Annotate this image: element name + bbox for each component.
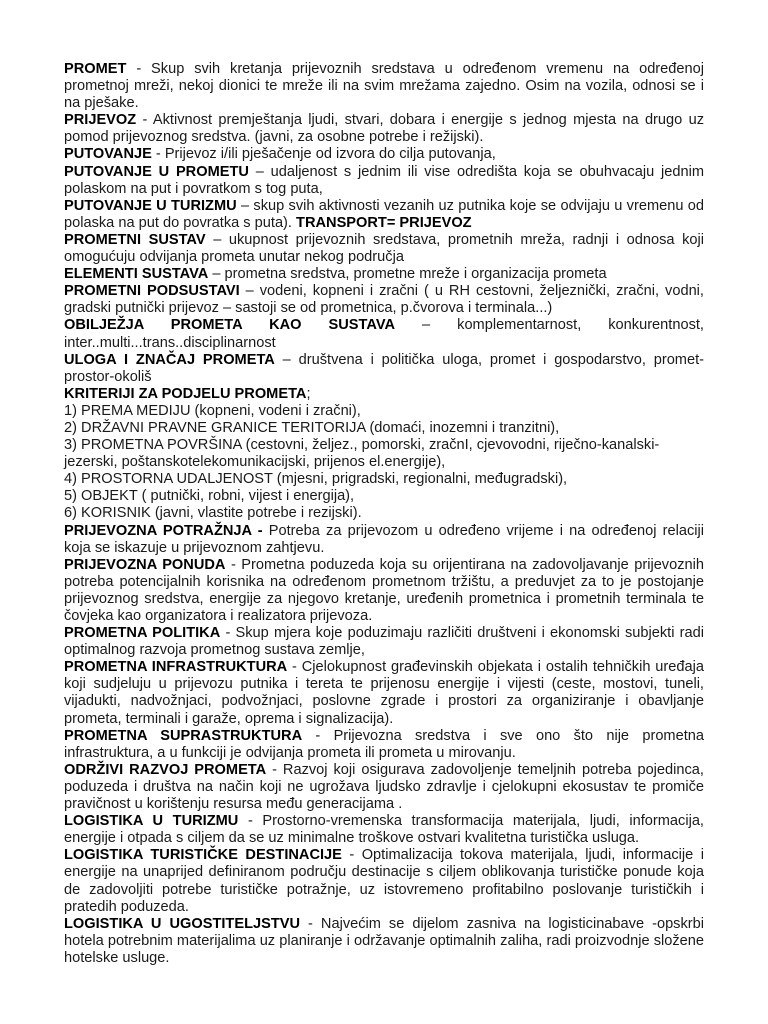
definition-text: - Prijevoz i/ili pješačenje od izvora do cilja putovanja, [151, 146, 496, 163]
definition-prijevoz [64, 112, 704, 146]
term: PRIJEVOZ [64, 112, 137, 129]
term: ULOGA I ZNAČAJ PROMETA [64, 351, 275, 368]
term: PUTOVANJE U TURIZMU [64, 197, 237, 214]
definition-text: – skup svih aktivnosti vezanih uz putnika koje se odvijaju u vremenu od polaska na put do povratka s puta). [64, 197, 704, 231]
definition-text: - Skup mjera koje poduzimaju različiti društveni i ekonomski subjekti radi optimalnog razvoja prometnog sustava zemlje, [64, 625, 705, 659]
criteria-heading-suffix: ; [306, 385, 311, 402]
term: LOGISTIKA TURISTIČKE DESTINACIJE [64, 847, 342, 864]
criteria-item: 3) PROMETNA POVRŠINA (cestovni, željez., pomorski, zračnI, cjevovodni, riječno-kanalski-jezerski, poštanskotelekomunikacijski, prijenos el.energije), [64, 437, 660, 471]
term: PROMET [64, 61, 127, 77]
term: LOGISTIKA U UGOSTITELJSTVU [64, 915, 301, 932]
definition-text: - Prostorno-vremenska transformacija materijala, ljudi, informacija, energije i otpada s ciljem da se uz minimalne troškove ostvari kvalitetna turistička usluga. [64, 813, 704, 847]
definition-text: - Prijevozna sredstva i sve ono što nije prometna infrastruktura, a u funkciji je odvijanja prometa ili prometa u mirovanju. [64, 727, 704, 761]
definition-prometni-podsustavi [64, 283, 704, 317]
term: PUTOVANJE [64, 146, 152, 163]
term: PROMETNA SUPRASTRUKTURA [64, 727, 303, 744]
criteria-item: 2) DRŽAVNI PRAVNE GRANICE TERITORIJA (domaći, inozemni i tranzitni), [64, 419, 560, 436]
definition-logistika-destinacije [64, 847, 704, 915]
term: PROMETNA INFRASTRUKTURA [64, 659, 288, 676]
term: PROMETNI SUSTAV [64, 231, 206, 248]
definition-putovanje-u-prometu [64, 164, 704, 198]
definition-prometna-politika [64, 625, 704, 659]
definition-promet [64, 61, 704, 112]
term: PROMETNA POLITIKA [64, 625, 221, 642]
term: OBILJEŽJA PROMETA KAO SUSTAVA [64, 317, 396, 334]
definition-putovanje-u-turizmu [64, 198, 704, 232]
definition-prijevozna-ponuda [64, 557, 704, 625]
definition-obiljezja-prometa [64, 317, 704, 351]
definition-text: - Razvoj koji osigurava zadovoljenje temeljnih potreba pojedinca, poduzeda i društva na način koji ne ugrožava ljudsko zdravlje i cjelokupni ekosustav te promiče pravičnost u korištenju resursa među generacijama . [64, 761, 704, 813]
definition-text: – komplementarnost, konkurentnost, inter..multi...trans..disciplinarnost [64, 317, 704, 351]
definition-elementi-sustava [64, 266, 704, 283]
criteria-heading [64, 386, 704, 403]
transport-note: TRANSPORT= PRIJEVOZ [291, 214, 472, 231]
definition-text: - Skup svih kretanja prijevoznih sredstava u određenom vremenu na određenoj prometnoj mreži, nekoj dionici te mreže ili na svim mrežama zajedno. Osim na vozila, odnosi se i na pješake. [64, 61, 704, 112]
term: KRITERIJI ZA PODJELU PROMETA [64, 385, 307, 402]
term: ELEMENTI SUSTAVA [64, 266, 209, 283]
criteria-item: 5) OBJEKT ( putnički, robni, vijest i energija), [64, 488, 355, 505]
definition-putovanje [64, 146, 704, 163]
definition-prijevozna-potraznja [64, 523, 704, 557]
definition-text: Potreba za prijevozom u određeno vrijeme i na određenoj relaciji koja se iskazuje u prijevoznom zahtjevu. [64, 522, 704, 556]
definition-text: – vodeni, kopneni i zračni ( u RH cestovni, željeznički, zračni, vodni, gradski putnički prijevoz – sastoji se od prometnica, p.čvorova i terminala...) [64, 283, 704, 317]
definition-logistika-ugostiteljstvo [64, 916, 704, 967]
definition-text: - Optimalizacija tokova materijala, ljudi, informacije i energije na unaprijed definiranom području destinacije s ciljem oblikovanja turističke ponude koja de zadovoljiti potrebe turističke potražnje, uz istovremeno profitabilno poslovanje turističkih i pratedih poduzeda. [64, 847, 704, 915]
definition-text: – udaljenost s jednim ili vise odredišta koja se obuhvacaju jednim polaskom na put i povratkom s tog puta, [64, 163, 704, 197]
definition-text: – prometna sredstva, prometne mreže i organizacija prometa [208, 266, 607, 283]
definition-prometni-sustav [64, 232, 704, 266]
definition-logistika-u-turizmu [64, 813, 704, 847]
term: PUTOVANJE U PROMETU [64, 163, 249, 180]
definition-text: - Najvećim se dijelom zasniva na logisticinabave -opskrbi hotela potrebnim materijalima uz planiranje i održavanje optimalnih zaliha, radi proizvodnje složene hotelske usluge. [64, 915, 704, 966]
criteria-item: 6) KORISNIK (javni, vlastite potrebe i rezijski). [64, 505, 362, 522]
definition-odrzivi-razvoj [64, 762, 704, 813]
term: ODRŽIVI RAZVOJ PROMETA [64, 761, 267, 778]
definition-prometna-suprastruktura [64, 728, 704, 762]
definition-text: - Cjelokupnost građevinskih objekata i ostalih tehničkih uređaja koji sudjeluju u prijevozu putnika i tereta te prijenosu energije i vijesti (ceste, mostovi, tuneli, vijadukti, nadvožnjaci, podvožnjaci, poslovne zgrade i prostori za organiziranje i obavljanje prometa, terminali i garaže, oprema i signalizacija). [64, 659, 704, 727]
definition-uloga-i-znacaj [64, 352, 704, 386]
definition-text: - Prometna poduzeda koja su orijentirana na zadovoljavanje prijevoznih potreba potencijalnih korisnika na određenom prometnom tržištu, a preduvjet za to je postojanje prijevoznog sredstva, energije za njegovo kretanje, uređenih prometnica i prometnih terminala te čovjeka kao organizatora i realizatora prijevoza. [64, 556, 704, 624]
document-page [64, 61, 704, 967]
criteria-item: 4) PROSTORNA UDALJENOST (mjesni, prigradski, regionalni, međugradski), [64, 471, 568, 488]
term: PRIJEVOZNA POTRAŽNJA - [64, 522, 263, 539]
definition-text: – ukupnost prijevoznih sredstava, prometnih mreža, radnji i odnosa koji omogućuju odvijanja prometa unutar nekog područja [64, 231, 704, 266]
term: PROMETNI PODSUSTAVI [64, 283, 240, 300]
definition-prometna-infrastruktura [64, 659, 704, 727]
term: LOGISTIKA U TURIZMU [64, 813, 239, 830]
definition-text: – društvena i politička uloga, promet i gospodarstvo, promet-prostor-okoliš [64, 351, 704, 385]
term: PRIJEVOZNA PONUDA [64, 556, 226, 573]
definition-text: - Aktivnost premještanja ljudi, stvari, dobara i energije s jednog mjesta na drugo uz pomod prijevoznog sredstva. (javni, za osobne potrebe i režijski). [64, 112, 704, 146]
criteria-item: 1) PREMA MEDIJU (kopneni, vodeni i zračni), [64, 402, 361, 419]
